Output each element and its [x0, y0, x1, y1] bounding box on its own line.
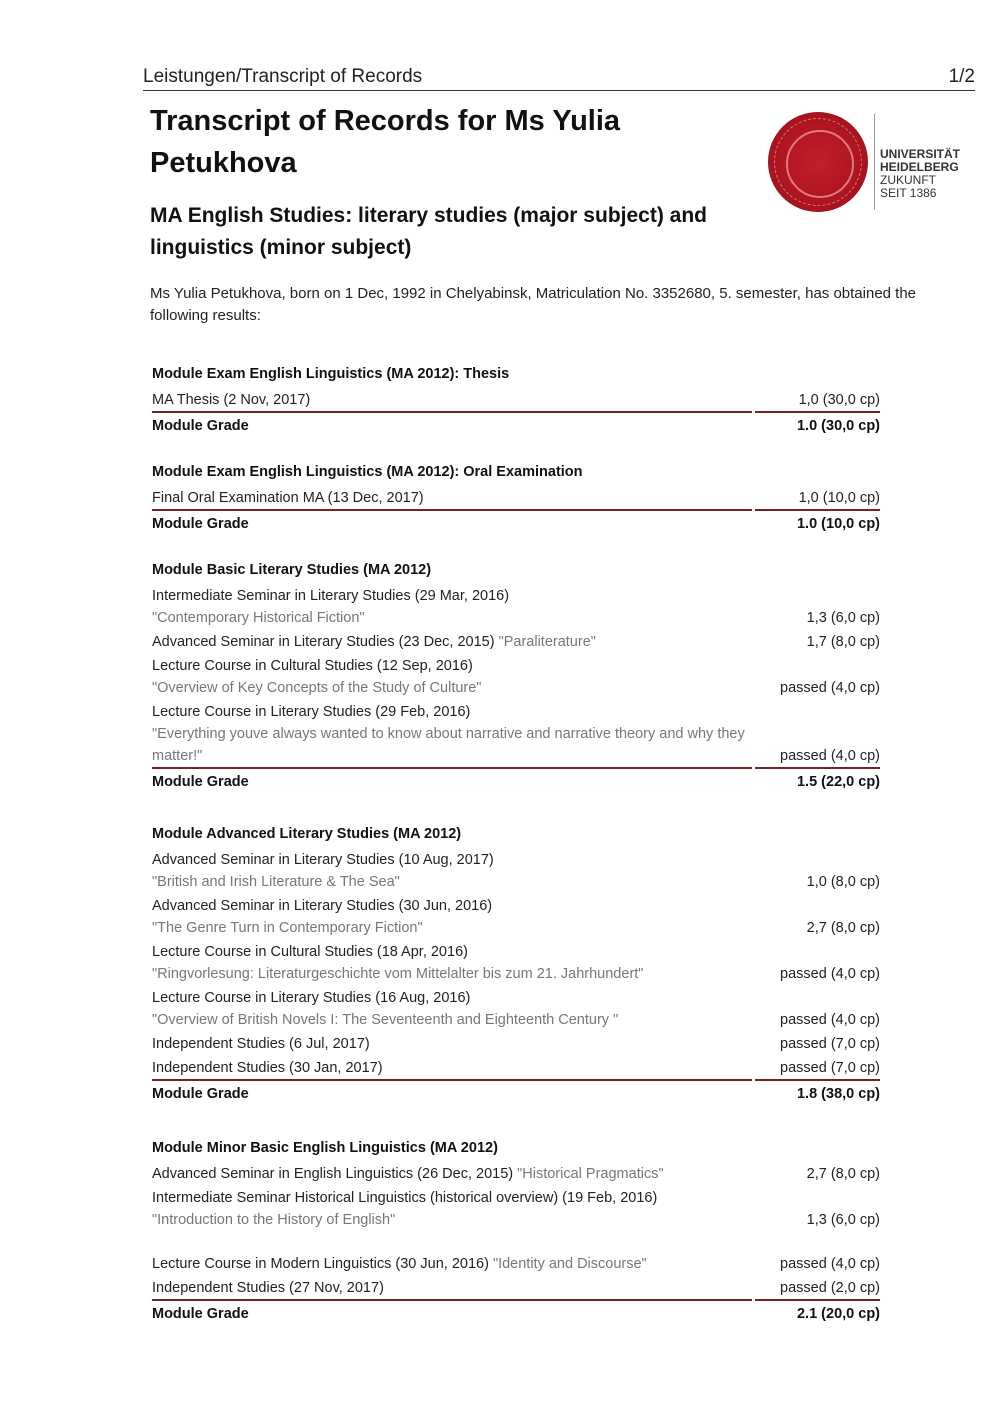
- course-name: Advanced Seminar in Literary Studies (23 Dec, 2015): [152, 634, 495, 650]
- course-row: [150, 1055, 882, 1081]
- module-grade-row: [150, 769, 882, 793]
- course-name: Intermediate Seminar in Literary Studies (29 Mar, 2016): [152, 588, 510, 604]
- course-grade: passed (4,0 cp): [755, 745, 880, 769]
- course-name: Final Oral Examination MA (13 Dec, 2017): [152, 490, 424, 506]
- course-grade: 1,3 (6,0 cp): [806, 1212, 880, 1228]
- module-grade-row: [150, 1301, 882, 1325]
- module-grade-label: Module Grade: [152, 418, 249, 434]
- module-section: [150, 459, 882, 535]
- course-topic: "Introduction to the History of English": [152, 1212, 396, 1228]
- course-grade: passed (4,0 cp): [780, 1256, 880, 1272]
- course-grade: 1,3 (6,0 cp): [806, 610, 880, 626]
- module-title: Module Basic Literary Studies (MA 2012): [152, 562, 432, 578]
- course-topic: "Historical Pragmatics": [517, 1166, 664, 1182]
- course-name: Independent Studies (30 Jan, 2017): [152, 1060, 383, 1076]
- course-topic: "Paraliterature": [498, 634, 596, 650]
- course-row: [150, 1161, 882, 1185]
- module-grade-label: Module Grade: [152, 1306, 249, 1322]
- module-grade-label: Module Grade: [152, 774, 249, 790]
- document-title: Transcript of Records for Ms Yulia Petukhova: [150, 105, 621, 179]
- program-title: MA English Studies: literary studies (major subject) and linguistics (minor subject): [150, 204, 707, 259]
- course-grade: 1,7 (8,0 cp): [806, 634, 880, 650]
- course-topic: "The Genre Turn in Contemporary Fiction": [152, 920, 423, 936]
- course-row: [150, 1031, 882, 1055]
- module-grade: 1.5 (22,0 cp): [796, 774, 880, 790]
- course-row: [150, 847, 882, 893]
- course-row: [150, 1185, 882, 1231]
- module-grade-label: Module Grade: [152, 516, 249, 532]
- course-row: [150, 699, 882, 769]
- module-title: Module Minor Basic English Linguistics (MA 2012): [152, 1140, 498, 1156]
- course-name: Lecture Course in Literary Studies (29 Feb, 2016): [152, 704, 471, 720]
- intro-text: Ms Yulia Petukhova, born on 1 Dec, 1992 in Chelyabinsk, Matriculation No. 3352680, 5. semester, has obtained the following results:: [150, 285, 917, 324]
- course-row: [150, 485, 882, 511]
- course-name: Lecture Course in Modern Linguistics (30 Jun, 2016): [152, 1256, 489, 1272]
- logo-line-3: ZUKUNFT: [880, 173, 936, 187]
- module-section: [150, 361, 882, 437]
- course-name: Advanced Seminar in Literary Studies (10 Aug, 2017): [152, 852, 494, 868]
- course-row: [150, 629, 882, 653]
- course-topic: "British and Irish Literature & The Sea": [152, 874, 400, 890]
- course-grade: passed (7,0 cp): [755, 1057, 880, 1081]
- university-seal-icon: [768, 112, 868, 212]
- course-topic: "Overview of Key Concepts of the Study of Culture": [152, 680, 482, 696]
- module-section: [150, 557, 882, 793]
- course-topic: "Everything youve always wanted to know about narrative and narrative theory and why they matter!": [152, 726, 745, 764]
- course-grade: 1,0 (30,0 cp): [755, 389, 880, 413]
- course-name: Lecture Course in Literary Studies (16 Aug, 2016): [152, 990, 471, 1006]
- course-topic: "Overview of British Novels I: The Seventeenth and Eighteenth Century ": [152, 1012, 619, 1028]
- course-row: [150, 387, 882, 413]
- course-row: [150, 1275, 882, 1301]
- course-topic: "Identity and Discourse": [492, 1256, 647, 1272]
- module-grade-row: [150, 413, 882, 437]
- module-grade-row: [150, 511, 882, 535]
- logo-divider: [874, 114, 875, 210]
- course-name: Lecture Course in Cultural Studies (12 Sep, 2016): [152, 658, 473, 674]
- module-title: Module Exam English Linguistics (MA 2012): Thesis: [152, 366, 510, 382]
- course-name: MA Thesis (2 Nov, 2017): [152, 392, 311, 408]
- course-row: [150, 583, 882, 629]
- course-grade: passed (4,0 cp): [780, 966, 880, 982]
- module-grade: 2.1 (20,0 cp): [796, 1306, 880, 1322]
- module-title: Module Exam English Linguistics (MA 2012): Oral Examination: [152, 464, 583, 480]
- course-grade: passed (4,0 cp): [780, 680, 880, 696]
- course-grade: passed (2,0 cp): [755, 1277, 880, 1301]
- course-grade: 2,7 (8,0 cp): [806, 920, 880, 936]
- page-header: [143, 66, 975, 91]
- module-title: Module Advanced Literary Studies (MA 2012): [152, 826, 462, 842]
- university-logo: [768, 112, 968, 212]
- module-section: [150, 821, 882, 1105]
- course-name: Independent Studies (27 Nov, 2017): [152, 1280, 384, 1296]
- course-topic: "Ringvorlesung: Literaturgeschichte vom Mittelalter bis zum 21. Jahrhundert": [152, 966, 644, 982]
- course-name: Intermediate Seminar Historical Linguistics (historical overview) (19 Feb, 2016): [152, 1190, 658, 1206]
- course-grade: 1,0 (8,0 cp): [806, 874, 880, 890]
- course-name: Advanced Seminar in Literary Studies (30 Jun, 2016): [152, 898, 493, 914]
- module-section: [150, 1135, 882, 1325]
- module-grade: 1.0 (10,0 cp): [796, 516, 880, 532]
- course-row: [150, 939, 882, 985]
- module-grade-label: Module Grade: [152, 1086, 249, 1102]
- course-topic: "Contemporary Historical Fiction": [152, 610, 365, 626]
- module-grade-row: [150, 1081, 882, 1105]
- course-name: Lecture Course in Cultural Studies (18 Apr, 2016): [152, 944, 468, 960]
- course-grade: passed (4,0 cp): [780, 1012, 880, 1028]
- logo-line-4: SEIT 1386: [880, 186, 937, 200]
- course-grade: 1,0 (10,0 cp): [755, 487, 880, 511]
- course-name: Independent Studies (6 Jul, 2017): [152, 1036, 370, 1052]
- logo-line-1: UNIVERSITÄT: [880, 147, 961, 161]
- module-grade: 1.0 (30,0 cp): [796, 418, 880, 434]
- course-row: [150, 893, 882, 939]
- logo-line-2: HEIDELBERG: [880, 160, 959, 174]
- course-grade: 2,7 (8,0 cp): [806, 1166, 880, 1182]
- module-grade: 1.8 (38,0 cp): [796, 1086, 880, 1102]
- logo-wordmark: [880, 148, 960, 200]
- course-row: [150, 653, 882, 699]
- page-number: 1/2: [948, 66, 975, 87]
- course-grade: passed (7,0 cp): [780, 1036, 880, 1052]
- course-row: [150, 985, 882, 1031]
- course-name: Advanced Seminar in English Linguistics (26 Dec, 2015): [152, 1166, 514, 1182]
- header-title: Leistungen/Transcript of Records: [143, 66, 423, 87]
- course-row: [150, 1251, 882, 1275]
